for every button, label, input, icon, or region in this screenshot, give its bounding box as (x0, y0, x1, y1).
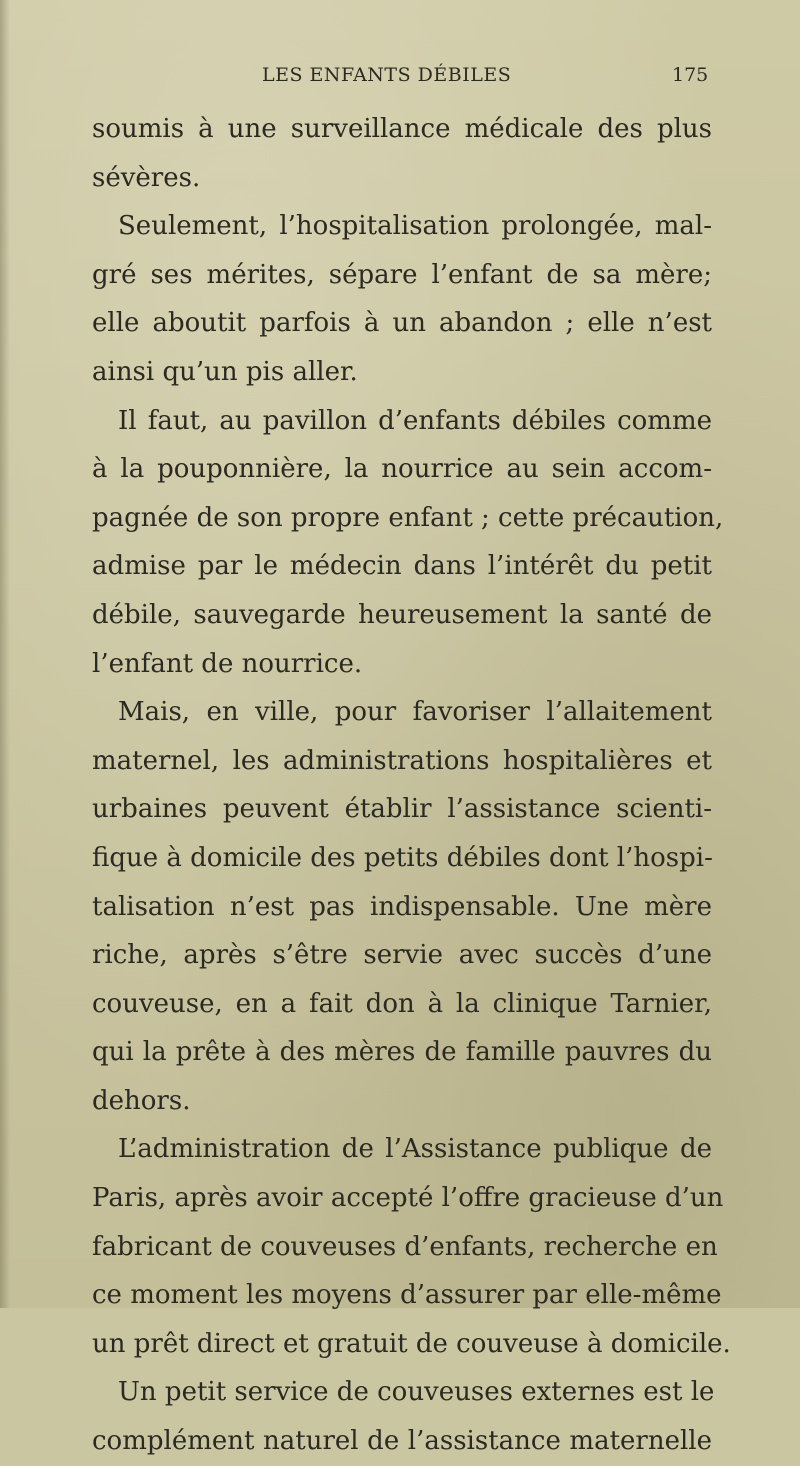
text-line: complément naturel de l’assistance maternelle (92, 1426, 712, 1457)
text-line: ainsi qu’un pis aller. (92, 356, 358, 387)
text-line: l’enfant de nourrice. (92, 648, 363, 679)
text-line: Paris, après avoir accepté l’offre gracieuse d’un (92, 1183, 724, 1214)
text-line: débile, sauvegarde heureusement la santé de (92, 599, 712, 630)
text-line: Mais, en ville, pour favoriser l’allaitement (118, 697, 712, 728)
running-head (0, 60, 800, 90)
text-line: un prêt direct et gratuit de couveuse à domicile. (92, 1328, 731, 1359)
text-line: Il faut, au pavillon d’enfants débiles comme (118, 405, 712, 436)
text-line: Un petit service de couveuses externes est le (118, 1377, 715, 1408)
text-line: maternel, les administrations hospitalières et (92, 745, 712, 776)
text-line: talisation n’est pas indispensable. Une mère (92, 891, 712, 922)
text-line: à la pouponnière, la nourrice au sein accom- (92, 454, 712, 485)
page-edge-shadow (0, 0, 10, 1308)
text-line: dehors. (92, 1085, 191, 1116)
text-line: L’administration de l’Assistance publique de (118, 1134, 712, 1165)
running-title: LES ENFANTS DÉBILES (262, 64, 512, 86)
page-number: 175 (672, 64, 709, 86)
text-line: fique à domicile des petits débiles dont l’hospi- (92, 842, 713, 873)
text-line: elle aboutit parfois à un abandon ; elle n’est (92, 308, 712, 339)
text-line: Seulement, l’hospitalisation prolongée, mal- (118, 211, 712, 242)
body-text (92, 105, 731, 1466)
text-line: ce moment les moyens d’assurer par elle-même (92, 1280, 722, 1311)
text-line: fabricant de couveuses d’enfants, recherche en (92, 1231, 718, 1262)
text-line: admise par le médecin dans l’intérêt du petit (92, 551, 712, 582)
text-line: urbaines peuvent établir l’assistance scienti- (92, 794, 712, 825)
text-line: couveuse, en a fait don à la clinique Tarnier, (92, 988, 712, 1019)
text-line: qui la prête à des mères de famille pauvres du (92, 1037, 712, 1068)
text-line: gré ses mérites, sépare l’enfant de sa mère; (92, 259, 712, 290)
text-line: sévères. (92, 162, 201, 193)
text-line: pagnée de son propre enfant ; cette précaution, (92, 502, 724, 533)
text-line: soumis à une surveillance médicale des plus (92, 114, 712, 144)
text-line: riche, après s’être servie avec succès d’une (92, 940, 712, 971)
